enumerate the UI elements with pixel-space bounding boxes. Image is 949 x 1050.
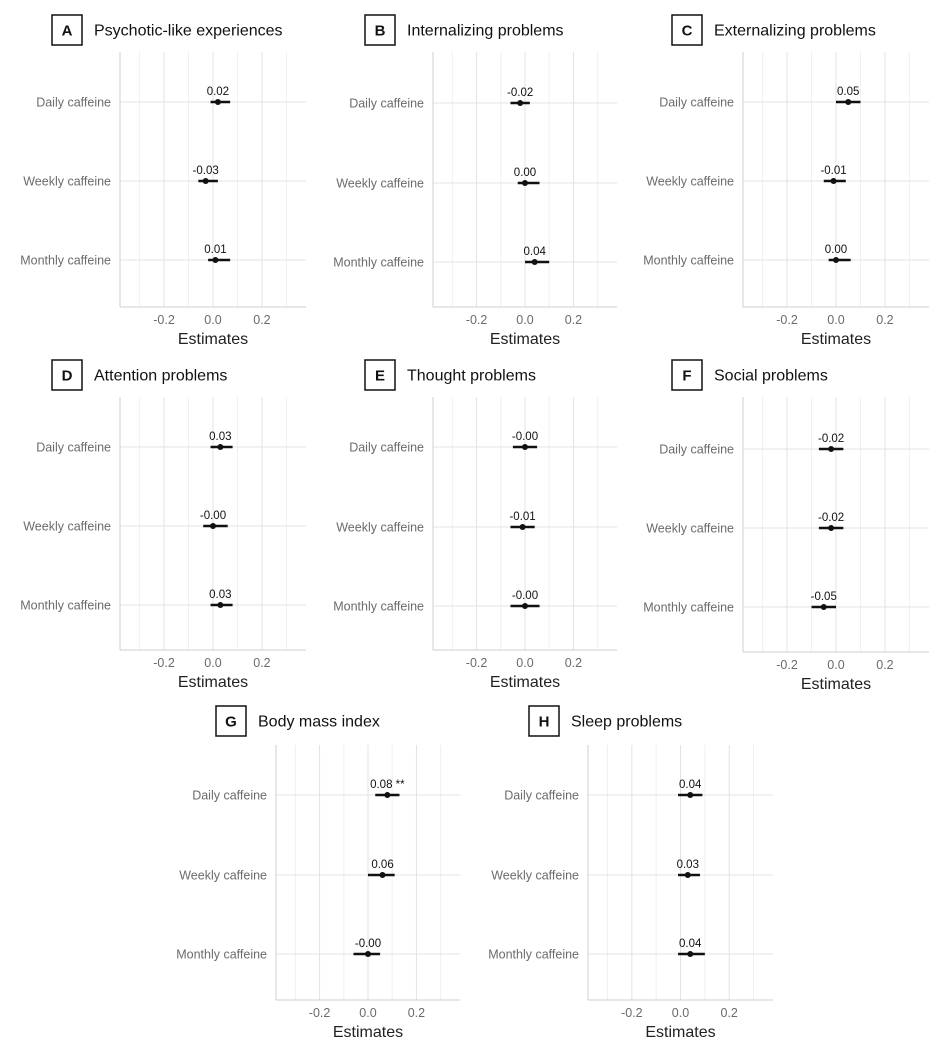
estimate-point <box>384 792 390 798</box>
estimate-point <box>687 792 693 798</box>
panel-b <box>333 15 617 348</box>
x-tick-label: 0.0 <box>516 656 534 670</box>
estimate-point <box>828 525 834 531</box>
panel-title: Psychotic-like experiences <box>94 22 283 40</box>
category-label: Monthly caffeine <box>333 599 424 614</box>
estimate-point <box>821 604 827 610</box>
estimate-point <box>845 99 851 105</box>
estimate-label: 0.03 <box>209 589 232 601</box>
x-axis-title: Estimates <box>645 1024 716 1041</box>
x-tick-label: 0.2 <box>564 313 583 327</box>
estimate-point <box>210 523 216 529</box>
category-label: Daily caffeine <box>192 788 267 803</box>
estimate-point <box>532 259 538 265</box>
panel-d <box>20 360 306 691</box>
x-axis-title: Estimates <box>800 331 872 348</box>
panel-tag-letter: C <box>681 22 693 40</box>
estimate-label: 0.04 <box>679 938 702 950</box>
x-tick-label: 0.2 <box>253 656 271 670</box>
estimate-point <box>212 257 218 263</box>
estimate-label: -0.02 <box>817 433 845 445</box>
x-axis-title: Estimates <box>489 674 561 691</box>
estimate-point <box>522 180 528 186</box>
category-label: Monthly caffeine <box>643 253 734 268</box>
panel-tag-letter: F <box>682 367 692 385</box>
panel-tag-letter: H <box>538 713 550 731</box>
estimate-label: -0.00 <box>199 510 227 522</box>
x-axis-title: Estimates <box>332 1024 404 1041</box>
estimate-label: 0.03 <box>676 859 699 871</box>
x-axis-title: Estimates <box>489 331 561 348</box>
category-label: Weekly caffeine <box>23 519 111 534</box>
panel-title: Thought problems <box>407 367 536 385</box>
estimate-point <box>365 951 371 957</box>
x-tick-label: 0.0 <box>671 1006 690 1020</box>
x-tick-label: 0.2 <box>564 656 583 670</box>
estimate-point <box>217 602 223 608</box>
category-label: Monthly caffeine <box>20 253 111 268</box>
estimate-point <box>831 178 837 184</box>
panel-title: Sleep problems <box>571 713 683 731</box>
estimate-label: -0.00 <box>511 431 539 443</box>
panel-tag-letter: A <box>61 22 73 40</box>
estimate-point <box>833 257 839 263</box>
estimate-point <box>828 446 834 452</box>
estimate-label: -0.05 <box>810 591 837 603</box>
x-tick-label: 0.2 <box>720 1006 738 1020</box>
x-tick-label: -0.2 <box>465 656 488 670</box>
x-tick-label: -0.2 <box>153 656 175 670</box>
estimate-label: 0.03 <box>209 431 232 443</box>
estimate-point <box>203 178 209 184</box>
x-tick-label: 0.0 <box>359 1006 377 1020</box>
x-tick-label: 0.2 <box>876 313 894 327</box>
category-label: Weekly caffeine <box>23 174 111 189</box>
panel-h <box>488 706 773 1041</box>
estimate-label: 0.08 ** <box>370 779 405 791</box>
x-tick-label: 0.2 <box>407 1006 426 1020</box>
panel-title: Body mass index <box>258 713 380 731</box>
estimate-point <box>215 99 221 105</box>
x-tick-label: -0.2 <box>153 313 175 327</box>
category-label: Monthly caffeine <box>176 947 267 962</box>
estimate-point <box>380 872 386 878</box>
x-tick-label: -0.2 <box>308 1006 331 1020</box>
panel-title: Social problems <box>714 367 828 385</box>
category-label: Weekly caffeine <box>179 868 267 883</box>
category-label: Monthly caffeine <box>333 255 424 270</box>
estimate-label: 0.00 <box>824 244 848 256</box>
panel-tag-letter: G <box>225 713 237 731</box>
category-label: Daily caffeine <box>36 95 111 110</box>
category-label: Daily caffeine <box>36 440 111 455</box>
panel-title: Internalizing problems <box>407 22 564 40</box>
estimate-point <box>520 524 526 530</box>
x-tick-label: 0.2 <box>253 313 271 327</box>
category-label: Weekly caffeine <box>336 520 424 535</box>
category-label: Weekly caffeine <box>336 176 424 191</box>
x-axis-title: Estimates <box>177 331 249 348</box>
category-label: Monthly caffeine <box>488 947 579 962</box>
panel-tag-letter: E <box>374 367 386 385</box>
panel-f <box>643 360 929 693</box>
category-label: Daily caffeine <box>659 95 734 110</box>
x-tick-label: 0.2 <box>876 658 894 672</box>
estimate-label: -0.02 <box>817 512 845 524</box>
panel-g <box>176 706 460 1041</box>
x-tick-label: 0.0 <box>827 658 845 672</box>
category-label: Weekly caffeine <box>646 174 734 189</box>
x-axis-title: Estimates <box>177 674 249 691</box>
estimate-point <box>687 951 693 957</box>
panel-e <box>333 360 617 691</box>
x-tick-label: -0.2 <box>621 1006 643 1020</box>
category-label: Daily caffeine <box>349 440 424 455</box>
estimate-label: 0.04 <box>679 779 702 791</box>
estimate-label: 0.04 <box>523 246 546 258</box>
x-tick-label: -0.2 <box>776 313 798 327</box>
estimate-label: 0.01 <box>204 244 227 256</box>
panel-c <box>643 15 929 348</box>
category-label: Weekly caffeine <box>491 868 579 883</box>
estimate-label: -0.03 <box>192 165 219 177</box>
x-tick-label: -0.2 <box>465 313 488 327</box>
category-label: Weekly caffeine <box>646 521 734 536</box>
estimate-point <box>517 100 523 106</box>
estimate-label: 0.06 <box>371 859 394 871</box>
x-tick-label: 0.0 <box>516 313 534 327</box>
category-label: Daily caffeine <box>349 96 424 111</box>
estimate-label: 0.00 <box>513 167 537 179</box>
panel-tag-letter: D <box>61 367 73 385</box>
x-tick-label: 0.0 <box>204 313 222 327</box>
estimate-label: 0.02 <box>206 86 230 98</box>
panel-tag-letter: B <box>374 22 386 40</box>
estimate-label: 0.05 <box>837 86 860 98</box>
panel-title: Attention problems <box>94 367 228 385</box>
estimate-label: -0.00 <box>511 590 539 602</box>
estimate-label: -0.02 <box>507 87 534 99</box>
category-label: Monthly caffeine <box>20 598 111 613</box>
estimate-label: -0.01 <box>820 165 847 177</box>
panel-a <box>20 15 306 348</box>
x-tick-label: 0.0 <box>827 313 845 327</box>
x-axis-title: Estimates <box>800 676 872 693</box>
panel-title: Externalizing problems <box>714 22 876 40</box>
category-label: Daily caffeine <box>504 788 579 803</box>
estimate-label: -0.01 <box>509 511 536 523</box>
estimate-point <box>685 872 691 878</box>
x-tick-label: -0.2 <box>776 658 798 672</box>
estimate-point <box>217 444 223 450</box>
category-label: Daily caffeine <box>659 442 734 457</box>
estimate-point <box>522 444 528 450</box>
category-label: Monthly caffeine <box>643 600 734 615</box>
x-tick-label: 0.0 <box>204 656 222 670</box>
estimate-point <box>522 603 528 609</box>
estimate-label: -0.00 <box>354 938 382 950</box>
